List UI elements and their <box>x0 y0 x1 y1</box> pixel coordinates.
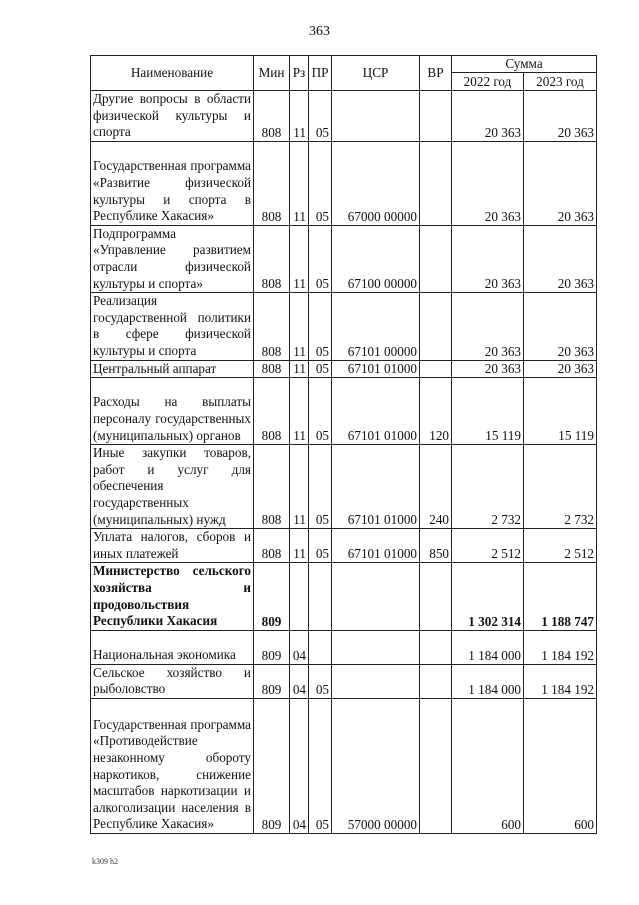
row-pr: 05 <box>309 529 332 563</box>
row-name: Подпрограмма «Управление развитием отрасли физической культуры и спорта» <box>91 225 254 292</box>
header-min: Мин <box>254 56 290 91</box>
row-min: 808 <box>254 225 290 292</box>
row-min: 809 <box>254 664 290 698</box>
row-min: 808 <box>254 360 290 378</box>
row-vr <box>420 141 452 225</box>
row-min: 808 <box>254 529 290 563</box>
row-csr: 67101 01000 <box>332 445 420 529</box>
row-year-2023: 15 119 <box>524 378 597 445</box>
row-year-2023: 2 732 <box>524 445 597 529</box>
row-year-2023: 20 363 <box>524 91 597 142</box>
row-csr: 67101 00000 <box>332 293 420 360</box>
row-min: 809 <box>254 563 290 630</box>
row-year-2023: 1 184 192 <box>524 664 597 698</box>
table-row <box>91 293 597 360</box>
header-year-2023: 2023 год <box>524 73 597 91</box>
row-year-2022: 1 184 000 <box>452 630 524 664</box>
row-name: Министерство сельского хозяйства и продовольствия Республики Хакасия <box>91 563 254 630</box>
table-row <box>91 360 597 378</box>
row-year-2022: 1 184 000 <box>452 664 524 698</box>
table-row <box>91 91 597 142</box>
row-csr <box>332 664 420 698</box>
row-year-2022: 15 119 <box>452 378 524 445</box>
table-row <box>91 141 597 225</box>
budget-table <box>90 55 597 834</box>
row-min: 808 <box>254 91 290 142</box>
row-year-2023: 20 363 <box>524 141 597 225</box>
row-pr: 05 <box>309 445 332 529</box>
row-year-2022: 20 363 <box>452 360 524 378</box>
row-vr <box>420 698 452 833</box>
row-rz <box>290 563 309 630</box>
row-vr <box>420 630 452 664</box>
row-vr <box>420 91 452 142</box>
row-min: 808 <box>254 293 290 360</box>
row-year-2022: 600 <box>452 698 524 833</box>
row-min: 809 <box>254 630 290 664</box>
row-year-2023: 20 363 <box>524 293 597 360</box>
row-name: Другие вопросы в области физической культуры и спорта <box>91 91 254 142</box>
row-csr <box>332 563 420 630</box>
row-rz: 11 <box>290 225 309 292</box>
row-pr: 05 <box>309 225 332 292</box>
row-name: Национальная экономика <box>91 630 254 664</box>
table-row <box>91 664 597 698</box>
row-name: Иные закупки товаров, работ и услуг для обеспечения государственных (муниципальных) нужд <box>91 445 254 529</box>
row-csr <box>332 91 420 142</box>
row-rz: 11 <box>290 378 309 445</box>
row-csr: 67100 00000 <box>332 225 420 292</box>
row-min: 808 <box>254 445 290 529</box>
row-year-2023: 1 188 747 <box>524 563 597 630</box>
row-rz: 04 <box>290 664 309 698</box>
row-vr <box>420 360 452 378</box>
row-vr <box>420 664 452 698</box>
row-vr: 120 <box>420 378 452 445</box>
row-csr <box>332 630 420 664</box>
row-rz: 04 <box>290 698 309 833</box>
row-pr: 05 <box>309 141 332 225</box>
header-year-2022: 2022 год <box>452 73 524 91</box>
row-vr: 240 <box>420 445 452 529</box>
row-pr: 05 <box>309 293 332 360</box>
row-name: Уплата налогов, сборов и иных платежей <box>91 529 254 563</box>
row-name: Государственная программа «Развитие физической культуры и спорта в Республике Хакасия» <box>91 141 254 225</box>
row-pr: 05 <box>309 664 332 698</box>
row-min: 808 <box>254 378 290 445</box>
table-row <box>91 225 597 292</box>
row-pr: 05 <box>309 698 332 833</box>
row-csr: 67101 01000 <box>332 529 420 563</box>
row-year-2023: 2 512 <box>524 529 597 563</box>
row-csr: 67101 01000 <box>332 360 420 378</box>
table-row <box>91 445 597 529</box>
row-year-2022: 20 363 <box>452 141 524 225</box>
row-rz: 11 <box>290 529 309 563</box>
row-year-2023: 600 <box>524 698 597 833</box>
row-year-2023: 20 363 <box>524 360 597 378</box>
table-body <box>91 91 597 834</box>
table-row <box>91 630 597 664</box>
table-row <box>91 378 597 445</box>
header-csr: ЦСР <box>332 56 420 91</box>
row-pr: 05 <box>309 360 332 378</box>
row-year-2022: 20 363 <box>452 225 524 292</box>
row-rz: 11 <box>290 360 309 378</box>
row-year-2022: 20 363 <box>452 293 524 360</box>
row-vr <box>420 225 452 292</box>
row-year-2022: 1 302 314 <box>452 563 524 630</box>
row-min: 808 <box>254 141 290 225</box>
header-sum: Сумма <box>452 56 597 73</box>
row-csr: 67000 00000 <box>332 141 420 225</box>
row-name: Сельское хозяйство и рыболовство <box>91 664 254 698</box>
header-rz: Рз <box>290 56 309 91</box>
header-name: Наименование <box>91 56 254 91</box>
row-pr: 05 <box>309 378 332 445</box>
row-year-2022: 2 512 <box>452 529 524 563</box>
row-pr <box>309 563 332 630</box>
table-row <box>91 698 597 833</box>
row-vr <box>420 563 452 630</box>
row-name: Государственная программа «Противодействие незаконному обороту наркотиков, снижение масштабов наркотизации и алкоголизации населения в Республике Хакасия» <box>91 698 254 833</box>
page-number: 363 <box>309 24 330 39</box>
row-csr: 57000 00000 <box>332 698 420 833</box>
header-pr: ПР <box>309 56 332 91</box>
row-rz: 04 <box>290 630 309 664</box>
row-rz: 11 <box>290 445 309 529</box>
row-year-2022: 2 732 <box>452 445 524 529</box>
header-vr: ВР <box>420 56 452 91</box>
row-year-2022: 20 363 <box>452 91 524 142</box>
table-row <box>91 563 597 630</box>
row-rz: 11 <box>290 91 309 142</box>
row-name: Центральный аппарат <box>91 360 254 378</box>
row-name: Расходы на выплаты персоналу государственных (муниципальных) органов <box>91 378 254 445</box>
row-vr <box>420 293 452 360</box>
row-csr: 67101 01000 <box>332 378 420 445</box>
row-pr <box>309 630 332 664</box>
row-year-2023: 1 184 192 <box>524 630 597 664</box>
row-pr: 05 <box>309 91 332 142</box>
row-min: 809 <box>254 698 290 833</box>
row-rz: 11 <box>290 293 309 360</box>
row-vr: 850 <box>420 529 452 563</box>
table-row <box>91 529 597 563</box>
row-year-2023: 20 363 <box>524 225 597 292</box>
footer-code: k309 h2 <box>92 857 118 866</box>
row-name: Реализация государственной политики в сфере физической культуры и спорта <box>91 293 254 360</box>
row-rz: 11 <box>290 141 309 225</box>
